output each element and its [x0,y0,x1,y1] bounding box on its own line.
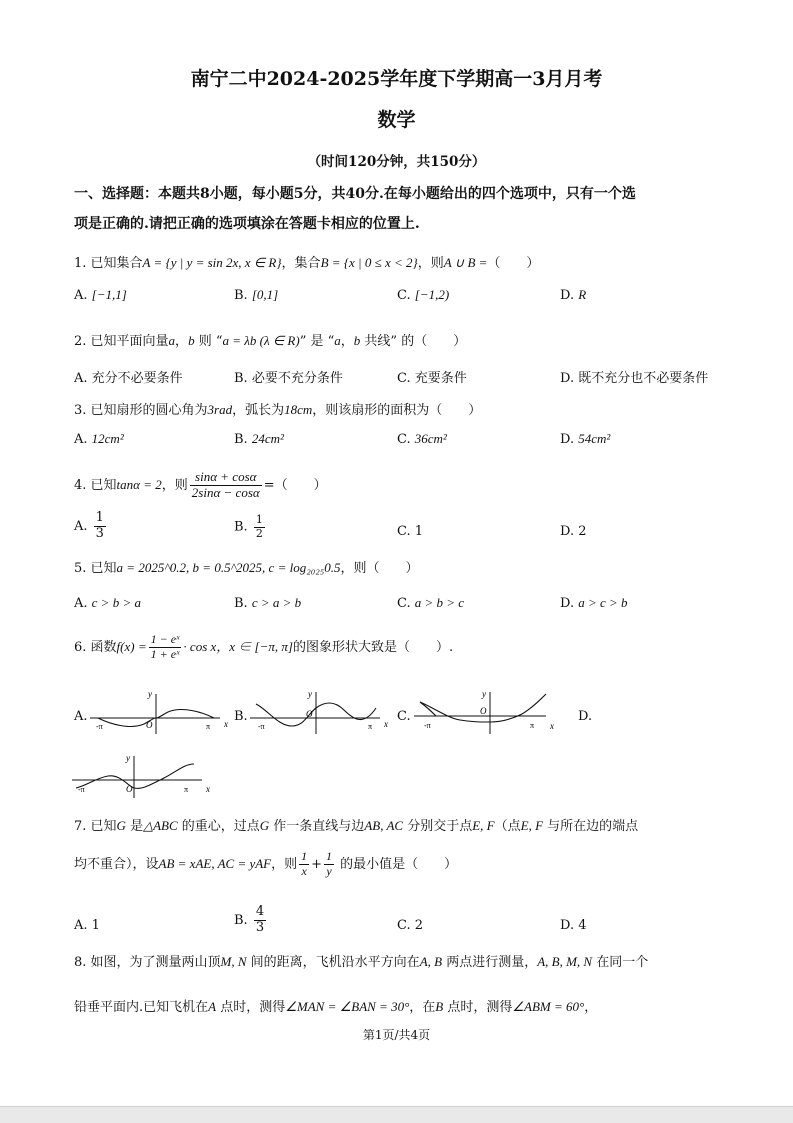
axis-x-label: x [550,721,554,731]
page-footer: 第1页/共4页 [362,1028,431,1042]
question-4: 4. 已知tanα = 2，则 $\frac{\sin\alpha + \cos\alpha}{2\sin\alpha - \cos\alpha}$ =（ ） [74,469,327,500]
question-7-line1: 7. 已知G 是△ABC 的重心，过点G 作一条直线与边AB, AC 分别交于点E, F（点E, F 与所在边的端点 [74,818,639,834]
question-2: 2. 已知平面向量a，b 则 “a = λb (λ ∈ R)” 是 “a，b 共线” 的（ ） [74,333,467,349]
question-7-line2: 均不重合），设AB = xAE, AC = yAF，则 $\frac{1}{x}$ + $\frac{1}{y}$ 的最小值是（ ） [74,849,458,878]
q5-option-b[interactable]: B. c > a > b [234,595,302,611]
q4-option-b[interactable]: B. $\frac{1}{2}$ [234,513,263,540]
q5-option-d[interactable]: D. a > c > b [560,595,628,611]
q1-text-a: 1. 已知集合 [74,256,143,271]
question-5: 5. 已知a = 2025^0.2, b = 0.5^2025, c = log₂₀₂₅0.5，则（ ） [74,560,419,576]
time-info: （时间120分钟，共150分） [307,154,486,170]
q7-option-b[interactable]: B. $\frac{4}{3}$ [234,904,265,935]
q4-option-d[interactable]: D. 2 [560,524,587,539]
question-8-line1: 8. 如图，为了测量两山顶M, N 间的距离，飞机沿水平方向在A, B 两点进行测量，A, B, M, N 在同一个 [74,954,649,970]
q3-option-a[interactable]: A. 12cm² [74,431,124,447]
q2-option-c[interactable]: C. 充要条件 [397,371,467,386]
section-heading-line2: 项是正确的.请把正确的选项填涂在答题卡相应的位置上. [74,216,420,232]
origin-label: O [146,720,153,730]
pi-label: π [184,785,189,794]
q4-option-c[interactable]: C. 1 [397,524,424,539]
q1-expr: A ∪ B = [443,255,488,270]
q3-option-c[interactable]: C. 36cm² [397,431,447,447]
q7-option-d[interactable]: D. 4 [560,918,587,933]
q1-set-b: B = {x | 0 ≤ x < 2} [320,255,418,270]
section-heading-line1: 一、选择题：本题共8小题，每小题5分，共40分.在每小题给出的四个选项中，只有一个选 [74,186,636,202]
q6-graph-c[interactable] [414,688,564,736]
neg-pi-label: -π [96,722,103,731]
window-bottom-bar [0,1106,793,1123]
q1-option-b[interactable]: B. [0,1] [234,287,279,303]
q2-option-a[interactable]: A. 充分不必要条件 [74,371,183,386]
q1-text-b: ，集合 [281,256,321,271]
axis-x-label: x [224,719,228,729]
pi-label: π [530,721,535,730]
q6-option-b-label[interactable]: B. [234,709,248,724]
q3-option-b[interactable]: B. 24cm² [234,431,284,447]
q7-option-c[interactable]: C. 2 [397,918,424,933]
axis-y-label: y [148,689,152,699]
q2-vector-b: b [188,333,195,348]
axis-y-label: y [482,689,486,699]
exam-title: 南宁二中2024-2025学年度下学期高一3月月考 [190,68,603,90]
q1-paren: （ ） [487,256,540,271]
pi-label: π [206,722,211,731]
q6-option-a-label[interactable]: A. [74,709,88,724]
question-1 [74,252,539,271]
axis-x-label: x [206,784,210,794]
q1-option-a[interactable]: A. [−1,1] [74,287,127,303]
origin-label: O [126,784,133,794]
question-8-line2: 铅垂平面内.已知飞机在A 点时，测得∠MAN = ∠BAN = 30°，在B 点时，测得∠ABM = 60°， [74,999,598,1015]
q2-expr: a = λb (λ ∈ R) [222,333,300,348]
axis-y-label: y [126,753,130,763]
q3-option-d[interactable]: D. 54cm² [560,431,611,447]
q7-option-a[interactable]: A. 1 [74,918,100,933]
q2-option-d[interactable]: D. 既不充分也不必要条件 [560,371,709,386]
q5-option-a[interactable]: A. c > b > a [74,595,141,611]
origin-label: O [480,706,487,716]
axis-x-label: x [384,719,388,729]
q6-graph-b[interactable] [250,688,390,736]
q6-option-c-label[interactable]: C. [397,709,411,724]
question-3: 3. 已知扇形的圆心角为3rad，弧长为18cm，则该扇形的面积为（ ） [74,402,482,418]
subject-title: 数学 [377,109,416,131]
neg-pi-label: -π [258,722,265,731]
q5-option-c[interactable]: C. a > b > c [397,595,465,611]
neg-pi-label: -π [424,721,431,730]
q2-option-b[interactable]: B. 必要不充分条件 [234,371,343,386]
q4-fraction: $\frac{\sin\alpha + \cos\alpha}{2\sin\alpha - \cos\alpha}$ [191,469,260,500]
q1-text-c: ，则 [417,256,444,271]
q6-graph-d[interactable] [72,752,217,800]
curve [76,764,194,788]
q6-fraction: $\frac{\text{1 − eˣ}}{\text{1 + eˣ}}$ [150,632,180,661]
origin-label: O [306,709,313,719]
question-6: 6. 函数f(x) = $\frac{\text{1 − eˣ}}{\text{1 + eˣ}}$ · cos x，x ∈ [−π, π]的图象形状大致是（ ）. [74,632,454,661]
axis-y-label: y [308,689,312,699]
q1-set-a: A = {y | y = sin 2x, x ∈ R} [142,255,282,270]
q4-option-a[interactable]: A. $\frac{1}{3}$ [74,510,104,541]
q6-graph-a[interactable] [90,688,230,736]
neg-pi-label: -π [78,785,85,794]
q6-option-d-label[interactable]: D. [578,709,593,724]
pi-label: π [368,722,373,731]
q1-option-d[interactable]: D. R [560,287,587,303]
q1-option-c[interactable]: C. [−1,2) [397,287,450,303]
q2-vector-a: a [168,333,176,348]
